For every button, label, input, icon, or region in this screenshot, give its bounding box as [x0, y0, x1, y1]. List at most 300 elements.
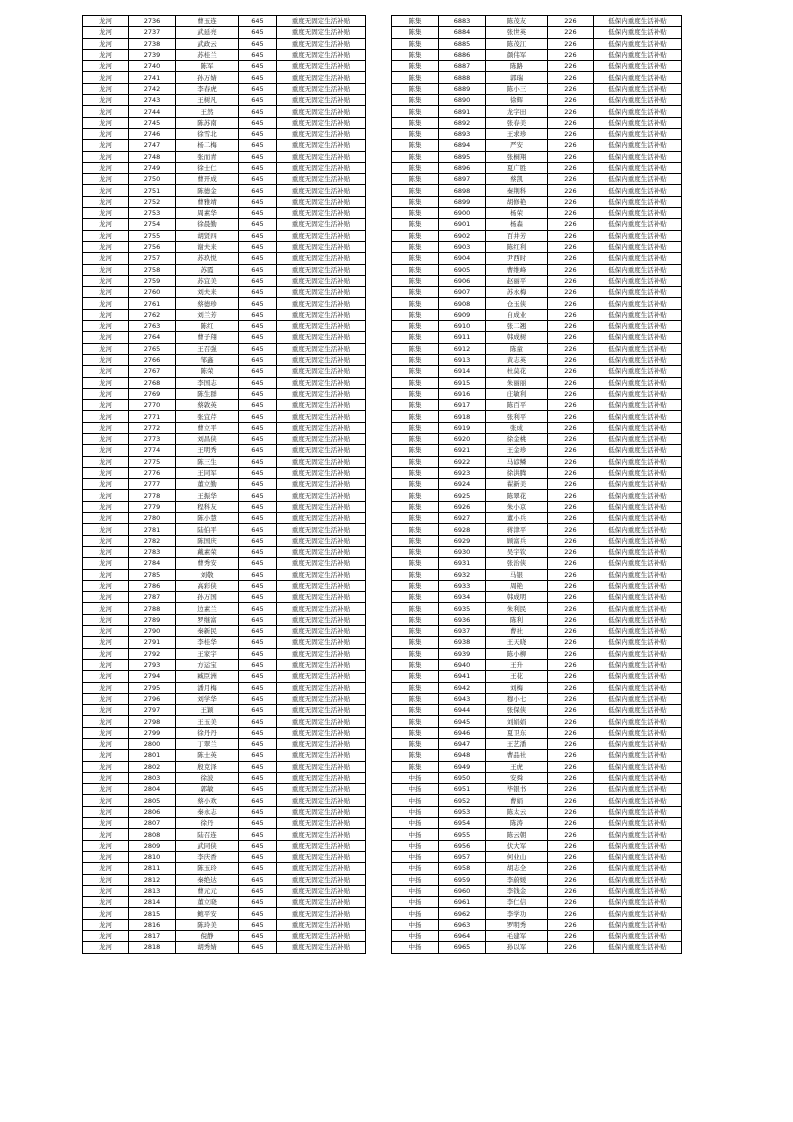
name-cell: 严安: [486, 140, 548, 151]
serial-number-cell: 6930: [439, 546, 486, 557]
name-cell: 董立勤: [176, 479, 239, 490]
subsidy-type-cell: 重度无固定生活补贴: [277, 366, 366, 377]
name-cell: 蒋津平: [486, 524, 548, 535]
name-cell: 苏宜美: [176, 275, 239, 286]
amount-cell: 226: [548, 693, 594, 704]
town-cell: 龙河: [83, 908, 129, 919]
table-row: [83, 106, 366, 117]
table-row: [392, 241, 682, 252]
amount-cell: 645: [239, 501, 277, 512]
serial-number-cell: 2739: [129, 49, 176, 60]
table-row: [83, 705, 366, 716]
table-row: [83, 908, 366, 919]
amount-cell: 226: [548, 513, 594, 524]
town-cell: 陈集: [392, 241, 439, 252]
table-row: [83, 761, 366, 772]
town-cell: 龙河: [83, 377, 129, 388]
table-row: [392, 298, 682, 309]
amount-cell: 226: [548, 445, 594, 456]
table-row: [83, 513, 366, 524]
serial-number-cell: 2741: [129, 72, 176, 83]
serial-number-cell: 2758: [129, 264, 176, 275]
subsidy-type-cell: 低保内重度生活补贴: [594, 343, 682, 354]
table-row: [83, 162, 366, 173]
amount-cell: 645: [239, 106, 277, 117]
serial-number-cell: 6917: [439, 400, 486, 411]
serial-number-cell: 2805: [129, 795, 176, 806]
subsidy-type-cell: 低保内重度生活补贴: [594, 162, 682, 173]
name-cell: 伏大军: [486, 840, 548, 851]
serial-number-cell: 2815: [129, 908, 176, 919]
town-cell: 中扬: [392, 942, 439, 953]
name-cell: 吴宇钦: [486, 546, 548, 557]
name-cell: 张治侠: [486, 558, 548, 569]
amount-cell: 645: [239, 400, 277, 411]
amount-cell: 645: [239, 942, 277, 953]
subsidy-type-cell: 低保内重度生活补贴: [594, 806, 682, 817]
name-cell: 龙字田: [486, 106, 548, 117]
table-row: [392, 931, 682, 942]
amount-cell: 226: [548, 287, 594, 298]
town-cell: 龙河: [83, 919, 129, 930]
name-cell: 董立晓: [176, 897, 239, 908]
name-cell: 徐辉: [486, 95, 548, 106]
name-cell: 杨二梅: [176, 140, 239, 151]
town-cell: 陈集: [392, 95, 439, 106]
table-row: [83, 535, 366, 546]
name-cell: 曹玉连: [176, 16, 239, 27]
table-row: [392, 185, 682, 196]
name-cell: 王求珍: [486, 128, 548, 139]
subsidy-type-cell: 低保内重度生活补贴: [594, 309, 682, 320]
serial-number-cell: 6949: [439, 761, 486, 772]
subsidy-type-cell: 重度无固定生活补贴: [277, 411, 366, 422]
amount-cell: 645: [239, 411, 277, 422]
town-cell: 陈集: [392, 739, 439, 750]
name-cell: 方运宝: [176, 659, 239, 670]
subsidy-type-cell: 低保内重度生活补贴: [594, 671, 682, 682]
serial-number-cell: 6927: [439, 513, 486, 524]
table-row: [83, 931, 366, 942]
amount-cell: 645: [239, 637, 277, 648]
table-row: [392, 942, 682, 953]
town-cell: 陈集: [392, 117, 439, 128]
table-row: [83, 72, 366, 83]
table-row: [392, 818, 682, 829]
name-cell: 周艳: [486, 580, 548, 591]
serial-number-cell: 6935: [439, 603, 486, 614]
subsidy-type-cell: 重度无固定生活补贴: [277, 467, 366, 478]
town-cell: 陈集: [392, 128, 439, 139]
name-cell: 杨森: [486, 219, 548, 230]
subsidy-type-cell: 重度无固定生活补贴: [277, 829, 366, 840]
town-cell: 陈集: [392, 27, 439, 38]
amount-cell: 226: [548, 490, 594, 501]
table-row: [83, 818, 366, 829]
name-cell: 陈利: [486, 614, 548, 625]
name-cell: 李钱金: [486, 885, 548, 896]
serial-number-cell: 2793: [129, 659, 176, 670]
amount-cell: 226: [548, 411, 594, 422]
serial-number-cell: 2782: [129, 535, 176, 546]
amount-cell: 645: [239, 535, 277, 546]
town-cell: 龙河: [83, 603, 129, 614]
amount-cell: 645: [239, 851, 277, 862]
serial-number-cell: 6887: [439, 61, 486, 72]
amount-cell: 645: [239, 682, 277, 693]
amount-cell: 645: [239, 885, 277, 896]
serial-number-cell: 2769: [129, 388, 176, 399]
subsidy-type-cell: 低保内重度生活补贴: [594, 264, 682, 275]
town-cell: 龙河: [83, 162, 129, 173]
town-cell: 龙河: [83, 829, 129, 840]
amount-cell: 645: [239, 840, 277, 851]
serial-number-cell: 2765: [129, 343, 176, 354]
subsidy-type-cell: 重度无固定生活补贴: [277, 332, 366, 343]
serial-number-cell: 6914: [439, 366, 486, 377]
table-row: [83, 580, 366, 591]
name-cell: 朱利民: [486, 603, 548, 614]
town-cell: 中扬: [392, 806, 439, 817]
subsidy-type-cell: 低保内重度生活补贴: [594, 72, 682, 83]
name-cell: 陈红: [176, 321, 239, 332]
amount-cell: 226: [548, 840, 594, 851]
amount-cell: 645: [239, 693, 277, 704]
subsidy-type-cell: 低保内重度生活补贴: [594, 546, 682, 557]
table-row: [83, 27, 366, 38]
serial-number-cell: 2753: [129, 208, 176, 219]
serial-number-cell: 2806: [129, 806, 176, 817]
table-row: [83, 208, 366, 219]
amount-cell: 645: [239, 445, 277, 456]
table-row: [83, 298, 366, 309]
table-row: [392, 433, 682, 444]
subsidy-type-cell: 低保内重度生活补贴: [594, 513, 682, 524]
name-cell: 杨荣: [486, 208, 548, 219]
table-row: [83, 83, 366, 94]
amount-cell: 226: [548, 739, 594, 750]
serial-number-cell: 6888: [439, 72, 486, 83]
table-row: [392, 648, 682, 659]
serial-number-cell: 6900: [439, 208, 486, 219]
serial-number-cell: 2744: [129, 106, 176, 117]
amount-cell: 226: [548, 422, 594, 433]
table-row: [83, 321, 366, 332]
subsidy-type-cell: 重度无固定生活补贴: [277, 479, 366, 490]
table-row: [83, 366, 366, 377]
subsidy-type-cell: 低保内重度生活补贴: [594, 208, 682, 219]
amount-cell: 226: [548, 400, 594, 411]
table-row: [83, 501, 366, 512]
subsidy-type-cell: 重度无固定生活补贴: [277, 309, 366, 320]
table-row: [392, 569, 682, 580]
amount-cell: 226: [548, 230, 594, 241]
table-row: [392, 106, 682, 117]
town-cell: 陈集: [392, 343, 439, 354]
name-cell: 秦绝达: [176, 874, 239, 885]
amount-cell: 645: [239, 72, 277, 83]
name-cell: 陈小柳: [486, 648, 548, 659]
subsidy-type-cell: 低保内重度生活补贴: [594, 851, 682, 862]
amount-cell: 226: [548, 95, 594, 106]
table-row: [392, 128, 682, 139]
amount-cell: 645: [239, 829, 277, 840]
town-cell: 陈集: [392, 456, 439, 467]
amount-cell: 645: [239, 931, 277, 942]
right-subsidy-table: [391, 15, 682, 954]
town-cell: 龙河: [83, 885, 129, 896]
town-cell: 龙河: [83, 388, 129, 399]
serial-number-cell: 6956: [439, 840, 486, 851]
amount-cell: 226: [548, 626, 594, 637]
amount-cell: 226: [548, 275, 594, 286]
table-row: [392, 422, 682, 433]
name-cell: 程科友: [176, 501, 239, 512]
table-row: [392, 479, 682, 490]
town-cell: 陈集: [392, 264, 439, 275]
subsidy-type-cell: 低保内重度生活补贴: [594, 772, 682, 783]
town-cell: 陈集: [392, 411, 439, 422]
subsidy-type-cell: 重度无固定生活补贴: [277, 174, 366, 185]
amount-cell: 645: [239, 818, 277, 829]
name-cell: 黄志英: [486, 354, 548, 365]
table-row: [83, 445, 366, 456]
table-row: [83, 309, 366, 320]
subsidy-type-cell: 低保内重度生活补贴: [594, 49, 682, 60]
name-cell: 徐波: [176, 772, 239, 783]
town-cell: 龙河: [83, 400, 129, 411]
name-cell: 张桐翔: [486, 151, 548, 162]
table-row: [83, 241, 366, 252]
serial-number-cell: 2798: [129, 716, 176, 727]
table-row: [83, 411, 366, 422]
serial-number-cell: 2750: [129, 174, 176, 185]
table-row: [392, 95, 682, 106]
name-cell: 陈茂江: [486, 38, 548, 49]
name-cell: 陈士英: [176, 750, 239, 761]
subsidy-type-cell: 重度无固定生活补贴: [277, 61, 366, 72]
amount-cell: 645: [239, 95, 277, 106]
amount-cell: 226: [548, 931, 594, 942]
amount-cell: 226: [548, 806, 594, 817]
name-cell: 刘敬: [176, 569, 239, 580]
amount-cell: 226: [548, 705, 594, 716]
table-row: [392, 49, 682, 60]
name-cell: 陈红利: [486, 241, 548, 252]
subsidy-type-cell: 重度无固定生活补贴: [277, 400, 366, 411]
town-cell: 龙河: [83, 38, 129, 49]
town-cell: 龙河: [83, 354, 129, 365]
table-row: [392, 388, 682, 399]
serial-number-cell: 2817: [129, 931, 176, 942]
amount-cell: 226: [548, 72, 594, 83]
left-subsidy-table: [82, 15, 366, 954]
table-row: [392, 784, 682, 795]
serial-number-cell: 6889: [439, 83, 486, 94]
serial-number-cell: 2777: [129, 479, 176, 490]
serial-number-cell: 2762: [129, 309, 176, 320]
town-cell: 陈集: [392, 354, 439, 365]
amount-cell: 226: [548, 727, 594, 738]
serial-number-cell: 6953: [439, 806, 486, 817]
amount-cell: 645: [239, 27, 277, 38]
serial-number-cell: 6919: [439, 422, 486, 433]
serial-number-cell: 2763: [129, 321, 176, 332]
serial-number-cell: 6936: [439, 614, 486, 625]
serial-number-cell: 6962: [439, 908, 486, 919]
name-cell: 臧臣洲: [176, 671, 239, 682]
serial-number-cell: 6920: [439, 433, 486, 444]
town-cell: 陈集: [392, 535, 439, 546]
town-cell: 龙河: [83, 614, 129, 625]
name-cell: 张世英: [486, 27, 548, 38]
subsidy-type-cell: 低保内重度生活补贴: [594, 795, 682, 806]
serial-number-cell: 6937: [439, 626, 486, 637]
serial-number-cell: 6883: [439, 16, 486, 27]
amount-cell: 226: [548, 772, 594, 783]
serial-number-cell: 6929: [439, 535, 486, 546]
amount-cell: 226: [548, 377, 594, 388]
amount-cell: 645: [239, 626, 277, 637]
town-cell: 龙河: [83, 264, 129, 275]
name-cell: 曹秀安: [176, 558, 239, 569]
name-cell: 郭瑞: [486, 72, 548, 83]
subsidy-type-cell: 重度无固定生活补贴: [277, 535, 366, 546]
amount-cell: 226: [548, 524, 594, 535]
table-row: [83, 659, 366, 670]
table-row: [83, 354, 366, 365]
table-row: [392, 829, 682, 840]
amount-cell: 645: [239, 705, 277, 716]
name-cell: 曹立平: [176, 422, 239, 433]
table-row: [83, 784, 366, 795]
name-cell: 苏桂兰: [176, 49, 239, 60]
table-row: [392, 863, 682, 874]
serial-number-cell: 6947: [439, 739, 486, 750]
amount-cell: 645: [239, 241, 277, 252]
town-cell: 龙河: [83, 95, 129, 106]
amount-cell: 645: [239, 897, 277, 908]
town-cell: 龙河: [83, 479, 129, 490]
serial-number-cell: 6938: [439, 637, 486, 648]
name-cell: 刘娟娟: [486, 716, 548, 727]
name-cell: 王虎: [486, 761, 548, 772]
amount-cell: 226: [548, 208, 594, 219]
subsidy-type-cell: 低保内重度生活补贴: [594, 298, 682, 309]
town-cell: 陈集: [392, 309, 439, 320]
name-cell: 武同侠: [176, 840, 239, 851]
name-cell: 安舜: [486, 772, 548, 783]
serial-number-cell: 2778: [129, 490, 176, 501]
name-cell: 赵丽平: [486, 275, 548, 286]
town-cell: 陈集: [392, 467, 439, 478]
serial-number-cell: 2797: [129, 705, 176, 716]
table-row: [83, 388, 366, 399]
serial-number-cell: 6942: [439, 682, 486, 693]
serial-number-cell: 2740: [129, 61, 176, 72]
name-cell: 陈童: [486, 343, 548, 354]
subsidy-type-cell: 重度无固定生活补贴: [277, 784, 366, 795]
amount-cell: 645: [239, 422, 277, 433]
amount-cell: 226: [548, 185, 594, 196]
name-cell: 秦永志: [176, 806, 239, 817]
table-row: [392, 897, 682, 908]
town-cell: 陈集: [392, 580, 439, 591]
name-cell: 徐金桃: [486, 433, 548, 444]
name-cell: 陈生群: [176, 388, 239, 399]
town-cell: 龙河: [83, 343, 129, 354]
town-cell: 龙河: [83, 196, 129, 207]
name-cell: 王升: [486, 659, 548, 670]
table-row: [83, 885, 366, 896]
subsidy-type-cell: 低保内重度生活补贴: [594, 16, 682, 27]
name-cell: 朱小京: [486, 501, 548, 512]
table-row: [83, 185, 366, 196]
amount-cell: 226: [548, 83, 594, 94]
serial-number-cell: 2749: [129, 162, 176, 173]
town-cell: 中扬: [392, 784, 439, 795]
serial-number-cell: 6963: [439, 919, 486, 930]
amount-cell: 226: [548, 196, 594, 207]
amount-cell: 645: [239, 377, 277, 388]
amount-cell: 645: [239, 264, 277, 275]
town-cell: 龙河: [83, 558, 129, 569]
serial-number-cell: 6941: [439, 671, 486, 682]
subsidy-type-cell: 低保内重度生活补贴: [594, 535, 682, 546]
name-cell: 王树凡: [176, 95, 239, 106]
amount-cell: 645: [239, 343, 277, 354]
subsidy-type-cell: 低保内重度生活补贴: [594, 433, 682, 444]
name-cell: 马银: [486, 569, 548, 580]
table-row: [392, 366, 682, 377]
amount-cell: 226: [548, 332, 594, 343]
amount-cell: 226: [548, 343, 594, 354]
name-cell: 李仁信: [486, 897, 548, 908]
table-row: [83, 603, 366, 614]
amount-cell: 645: [239, 83, 277, 94]
amount-cell: 226: [548, 603, 594, 614]
town-cell: 陈集: [392, 174, 439, 185]
amount-cell: 645: [239, 761, 277, 772]
serial-number-cell: 2812: [129, 874, 176, 885]
town-cell: 陈集: [392, 445, 439, 456]
town-cell: 陈集: [392, 219, 439, 230]
serial-number-cell: 2754: [129, 219, 176, 230]
table-row: [83, 264, 366, 275]
subsidy-type-cell: 低保内重度生活补贴: [594, 445, 682, 456]
subsidy-type-cell: 重度无固定生活补贴: [277, 456, 366, 467]
serial-number-cell: 2780: [129, 513, 176, 524]
subsidy-type-cell: 低保内重度生活补贴: [594, 693, 682, 704]
name-cell: 陈小三: [486, 83, 548, 94]
name-cell: 王天晓: [486, 637, 548, 648]
name-cell: 王然: [176, 106, 239, 117]
subsidy-type-cell: 低保内重度生活补贴: [594, 128, 682, 139]
table-row: [392, 400, 682, 411]
name-cell: 陈三生: [176, 456, 239, 467]
name-cell: 高彩侠: [176, 580, 239, 591]
town-cell: 龙河: [83, 433, 129, 444]
subsidy-type-cell: 重度无固定生活补贴: [277, 388, 366, 399]
amount-cell: 226: [548, 682, 594, 693]
table-row: [83, 16, 366, 27]
subsidy-type-cell: 低保内重度生活补贴: [594, 863, 682, 874]
table-row: [392, 626, 682, 637]
name-cell: 王花: [486, 671, 548, 682]
serial-number-cell: 2795: [129, 682, 176, 693]
table-row: [83, 456, 366, 467]
amount-cell: 645: [239, 16, 277, 27]
